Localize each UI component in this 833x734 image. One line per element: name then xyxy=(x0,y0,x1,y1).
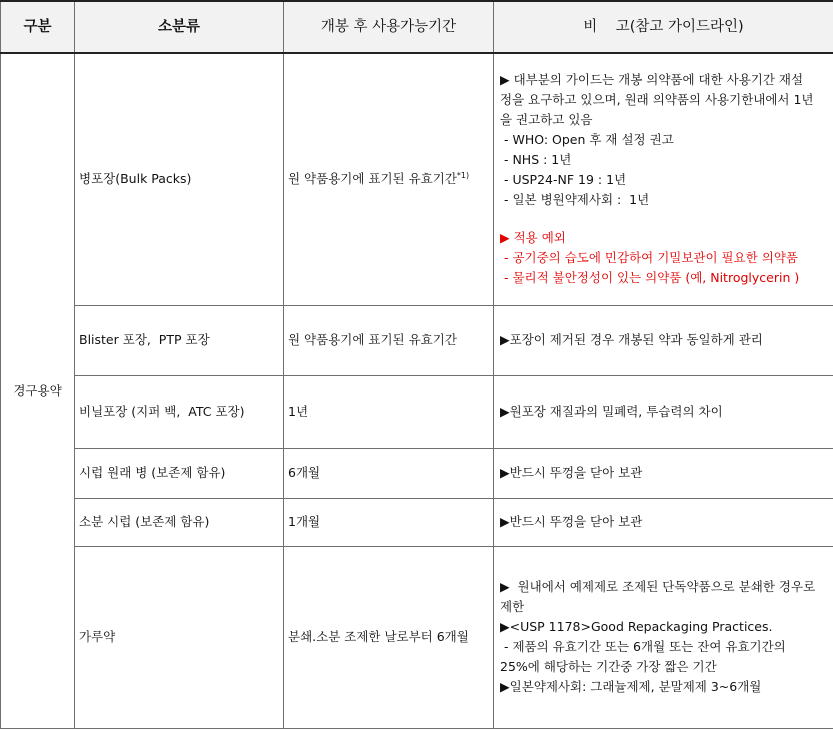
note-line: ▶포장이 제거된 경우 개봉된 약과 동일하게 관리 xyxy=(500,332,763,347)
period-text: 원 약품용기에 표기된 유효기간 xyxy=(288,171,457,187)
note-line: 제한 xyxy=(500,599,525,614)
note-line: ▶ 대부분의 가이드는 개봉 의약품에 대한 사용기간 재설 xyxy=(500,72,804,88)
table-row xyxy=(1,546,833,728)
period-cell: 1개월 xyxy=(284,498,494,546)
note-line: ▶일본약제사회: 그래뉼제제, 분말제제 3~6개월 xyxy=(500,679,762,694)
category-cell: 경구용약 xyxy=(1,53,75,728)
period-cell: 분쇄.소분 조제한 날로부터 6개월 xyxy=(284,546,494,728)
note-line: 을 권고하고 있음 xyxy=(500,112,593,128)
notes-cell xyxy=(494,305,833,375)
header-notes: 비 고(참고 가이드라인) xyxy=(494,1,833,53)
note-line: - NHS : 1년 xyxy=(500,152,572,168)
note-line: - USP24-NF 19 : 1년 xyxy=(500,172,627,188)
header-period: 개봉 후 사용가능기간 xyxy=(284,1,494,53)
period-cell: 원 약품용기에 표기된 유효기간 xyxy=(284,305,494,375)
footnote-marker: *1) xyxy=(456,171,470,181)
table-row xyxy=(1,498,833,546)
subcategory-cell: Blister 포장, PTP 포장 xyxy=(75,305,284,375)
table-row xyxy=(1,305,833,375)
exception-line: - 공기중의 습도에 민감하여 기밀보관이 필요한 의약품 xyxy=(500,250,798,266)
table-row xyxy=(1,448,833,498)
notes-cell xyxy=(494,546,833,728)
note-line: 정을 요구하고 있으며, 원래 의약품의 사용기한내에서 1년 xyxy=(500,92,814,108)
notes-cell xyxy=(494,498,833,546)
table-row xyxy=(1,53,833,305)
note-line: ▶ 원내에서 예제제로 조제된 단독약품으로 분쇄한 경우로 xyxy=(500,579,816,594)
header-category: 구분 xyxy=(1,1,75,53)
note-line: ▶원포장 재질과의 밀폐력, 투습력의 차이 xyxy=(500,403,723,419)
subcategory-cell: 병포장(Bulk Packs) xyxy=(75,53,284,305)
table-row xyxy=(1,375,833,448)
note-line: ▶반드시 뚜껑을 닫아 보관 xyxy=(500,514,643,529)
period-cell: 1년 xyxy=(284,375,494,448)
subcategory-cell: 비닐포장 (지퍼 백, ATC 포장) xyxy=(75,375,284,448)
notes-cell xyxy=(494,448,833,498)
subcategory-cell: 가루약 xyxy=(75,546,284,728)
note-line: ▶반드시 뚜껑을 닫아 보관 xyxy=(500,465,643,480)
notes-cell xyxy=(494,53,833,305)
period-cell: 6개월 xyxy=(284,448,494,498)
exception-line: - 물리적 불안정성이 있는 의약품 (예, Nitroglycerin ) xyxy=(500,270,800,286)
note-line: ▶<USP 1178>Good Repackaging Practices. xyxy=(500,619,773,634)
header-row xyxy=(1,1,833,53)
notes-cell xyxy=(494,375,833,448)
note-line: - 제품의 유효기간 또는 6개월 또는 잔여 유효기간의 xyxy=(500,639,786,654)
period-cell xyxy=(284,53,494,305)
subcategory-cell: 소분 시럽 (보존제 함유) xyxy=(75,498,284,546)
note-line: 25%에 해당하는 기간중 가장 짧은 기간 xyxy=(500,659,717,674)
header-subcategory: 소분류 xyxy=(75,1,284,53)
note-line: - 일본 병원약제사회 : 1년 xyxy=(500,192,650,208)
subcategory-cell: 시럽 원래 병 (보존제 함유) xyxy=(75,448,284,498)
exception-line: ▶ 적용 예외 xyxy=(500,230,566,246)
note-line: - WHO: Open 후 재 설정 권고 xyxy=(500,132,674,148)
